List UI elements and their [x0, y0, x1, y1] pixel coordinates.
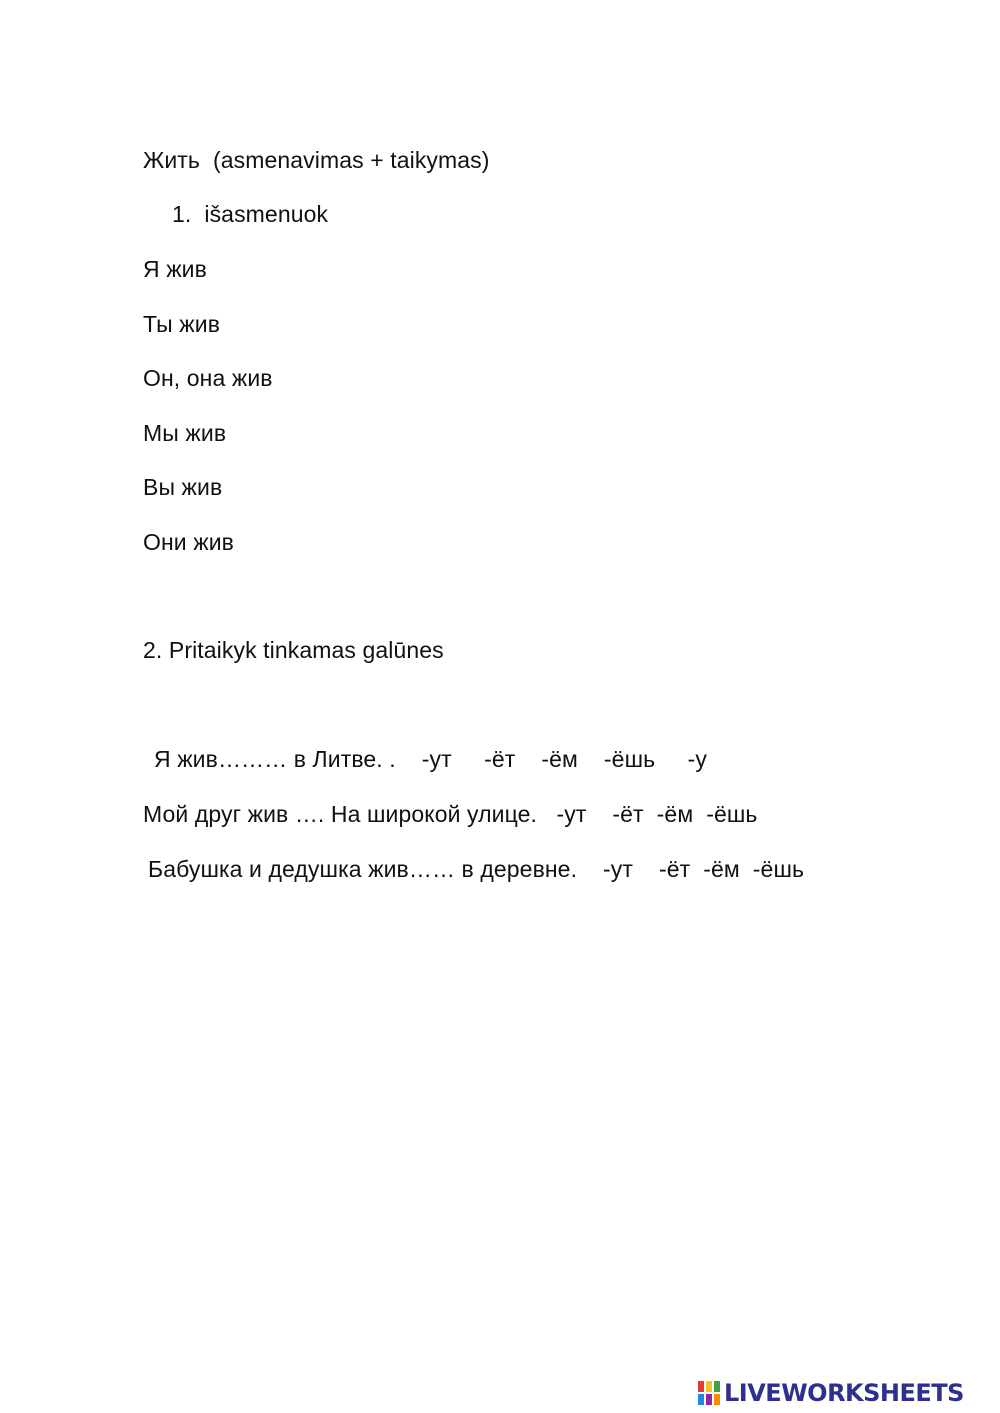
conjugation-line-ty: Ты жив	[143, 311, 221, 337]
logo-wordmark: LIVEWORKSHEETS	[724, 1379, 964, 1407]
conjugation-line-my: Мы жив	[143, 420, 227, 446]
logo-square-yellow	[705, 1380, 713, 1393]
exercise-sentence-3: Бабушка и дедушка жив…… в деревне. -ут -ёт -ём -ёшь	[148, 856, 805, 882]
liveworksheets-logo-icon	[697, 1380, 721, 1406]
logo-square-blue	[697, 1393, 705, 1406]
logo-square-green	[713, 1380, 721, 1393]
exercise-sentence-1: Я жив……… в Литве. . -ут -ёт -ём -ёшь -у	[154, 746, 708, 772]
logo-square-red	[697, 1380, 705, 1393]
worksheet-title: Жить (asmenavimas + taikymas)	[143, 147, 490, 173]
conjugation-line-vy: Вы жив	[143, 474, 223, 500]
conjugation-line-on-ona: Он, она жив	[143, 365, 273, 391]
logo-square-purple	[705, 1393, 713, 1406]
conjugation-line-oni: Они жив	[143, 529, 234, 555]
task-2-label: 2. Pritaikyk tinkamas galūnes	[143, 637, 444, 663]
liveworksheets-logo	[697, 1378, 964, 1408]
exercise-sentence-2: Мой друг жив …. На широкой улице. -ут -ёт -ём -ёшь	[143, 801, 758, 827]
conjugation-line-ya: Я жив	[143, 256, 207, 282]
logo-square-orange	[713, 1393, 721, 1406]
task-1-label: 1. išasmenuok	[172, 201, 329, 227]
